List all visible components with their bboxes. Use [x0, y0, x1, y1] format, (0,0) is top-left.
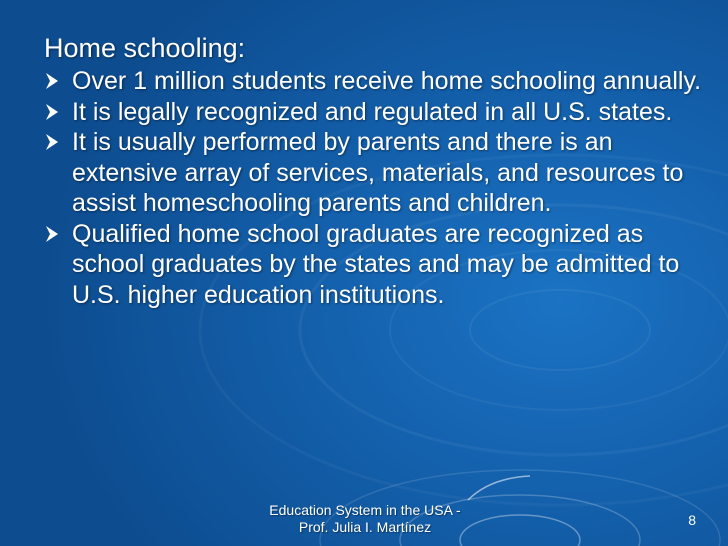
arrowhead-bullet-icon	[44, 69, 60, 93]
page-number: 8	[688, 512, 696, 528]
slide-footer	[255, 502, 475, 536]
bullet-item	[44, 66, 704, 97]
arrowhead-bullet-icon	[44, 130, 60, 154]
footer-line-2: Prof. Julia I. Martínez	[298, 519, 432, 535]
arrowhead-bullet-icon	[44, 222, 60, 246]
ripple-ring	[460, 515, 580, 546]
bullet-text: Qualified home school graduates are recognized as school graduates by the states and may be admitted to U.S. higher education institutions.	[72, 219, 680, 309]
bullet-text: Over 1 million students receive home schooling annually.	[72, 67, 702, 95]
footer-line-1: Education System in the USA -	[269, 502, 461, 518]
bullet-item	[44, 219, 704, 311]
slide-heading: Home schooling:	[44, 33, 246, 63]
bullet-item	[44, 97, 704, 128]
bullet-text: It is legally recognized and regulated in all U.S. states.	[72, 97, 673, 126]
bullet-list	[44, 66, 704, 310]
bullet-text: It is usually performed by parents and there is an extensive array of services, materials, and resources to assist homeschooling parents and children.	[72, 128, 684, 217]
arrowhead-bullet-icon	[44, 100, 60, 124]
bullet-item	[44, 127, 704, 219]
slide-content	[44, 32, 704, 310]
ripple-arc	[468, 476, 530, 500]
